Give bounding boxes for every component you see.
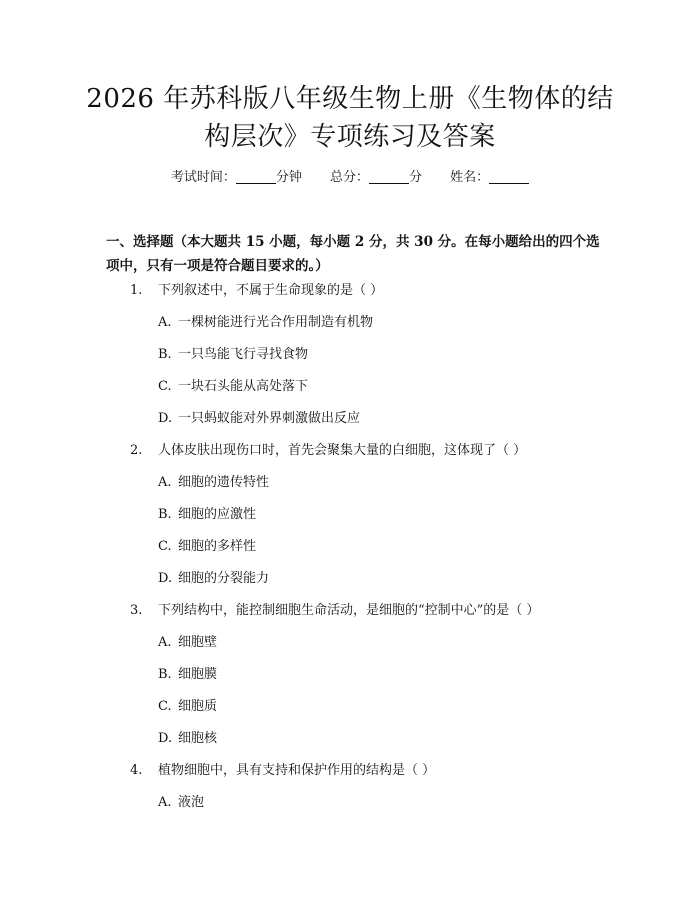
option-text: 细胞膜 <box>178 667 218 682</box>
option-text: 细胞的应激性 <box>178 507 257 522</box>
option-text: 一只鸟能飞行寻找食物 <box>178 347 309 362</box>
option-letter: B. <box>158 667 172 682</box>
student-name-label: 姓名： <box>450 170 490 185</box>
option-text: 一块石头能从高处落下 <box>178 379 309 394</box>
option-letter: D. <box>158 571 173 586</box>
total-score-field <box>330 168 422 188</box>
option-text: 一棵树能进行光合作用制造有机物 <box>178 315 374 330</box>
question-1 <box>130 282 383 300</box>
question-2-option-d <box>158 570 269 588</box>
student-name-blank <box>489 169 529 184</box>
option-letter: C. <box>158 539 172 554</box>
exam-time-blank <box>236 169 276 184</box>
section-heading <box>106 230 606 278</box>
question-2-option-c <box>158 538 256 556</box>
question-text: 植物细胞中，具有支持和保护作用的结构是（ ） <box>158 763 436 778</box>
option-text: 细胞壁 <box>178 635 218 650</box>
option-text: 细胞的分裂能力 <box>178 571 270 586</box>
question-number: 3. <box>130 603 143 618</box>
option-text: 一只蚂蚁能对外界刺激做出反应 <box>178 411 361 426</box>
document-title <box>60 80 640 156</box>
option-letter: A. <box>158 475 172 490</box>
option-letter: C. <box>158 379 172 394</box>
option-letter: A. <box>158 315 172 330</box>
question-number: 2. <box>130 443 143 458</box>
question-1-option-d <box>158 410 360 428</box>
question-3-option-a <box>158 634 217 652</box>
question-2-option-b <box>158 506 256 524</box>
question-1-option-b <box>158 346 308 364</box>
option-text: 细胞的多样性 <box>178 539 257 554</box>
option-letter: A. <box>158 795 172 810</box>
question-3-option-d <box>158 730 217 748</box>
total-score-blank <box>369 169 409 184</box>
option-letter: A. <box>158 635 172 650</box>
exam-time-unit: 分钟 <box>275 170 302 185</box>
exam-time-field <box>171 168 302 188</box>
question-3 <box>130 602 539 620</box>
question-number: 4. <box>130 763 143 778</box>
question-2 <box>130 442 526 460</box>
option-text: 细胞核 <box>178 731 218 746</box>
section-heading-line-1: 一、选择题（本大题共 15 小题，每小题 2 分，共 30 分。在每小题给出的四个选 <box>106 234 600 250</box>
section-heading-line-2: 项中，只有一项是符合题目要求的。） <box>106 258 329 274</box>
option-text: 细胞的遗传特性 <box>178 475 270 490</box>
question-number: 1. <box>130 283 143 298</box>
option-letter: B. <box>158 347 172 362</box>
option-letter: C. <box>158 699 172 714</box>
exam-time-label: 考试时间： <box>170 170 236 185</box>
question-4-option-a <box>158 794 204 812</box>
question-1-option-c <box>158 378 308 396</box>
option-letter: D. <box>158 731 173 746</box>
question-4 <box>130 762 435 780</box>
question-2-option-a <box>158 474 269 492</box>
title-line-1: 2026 年苏科版八年级生物上册《生物体的结 <box>86 84 614 114</box>
student-name-field <box>450 168 529 188</box>
total-score-unit: 分 <box>409 170 423 185</box>
exam-info-line <box>0 168 700 188</box>
question-1-option-a <box>158 314 373 332</box>
question-3-option-b <box>158 666 217 684</box>
option-letter: D. <box>158 411 173 426</box>
question-text: 下列叙述中，不属于生命现象的是（ ） <box>158 283 384 298</box>
question-text: 下列结构中，能控制细胞生命活动，是细胞的“控制中心”的是（ ） <box>158 603 540 618</box>
total-score-label: 总分： <box>329 170 369 185</box>
question-text: 人体皮肤出现伤口时，首先会聚集大量的白细胞，这体现了（ ） <box>158 443 527 458</box>
option-text: 液泡 <box>178 795 205 810</box>
title-line-2: 构层次》专项练习及答案 <box>204 122 496 152</box>
option-text: 细胞质 <box>178 699 218 714</box>
question-3-option-c <box>158 698 217 716</box>
option-letter: B. <box>158 507 172 522</box>
